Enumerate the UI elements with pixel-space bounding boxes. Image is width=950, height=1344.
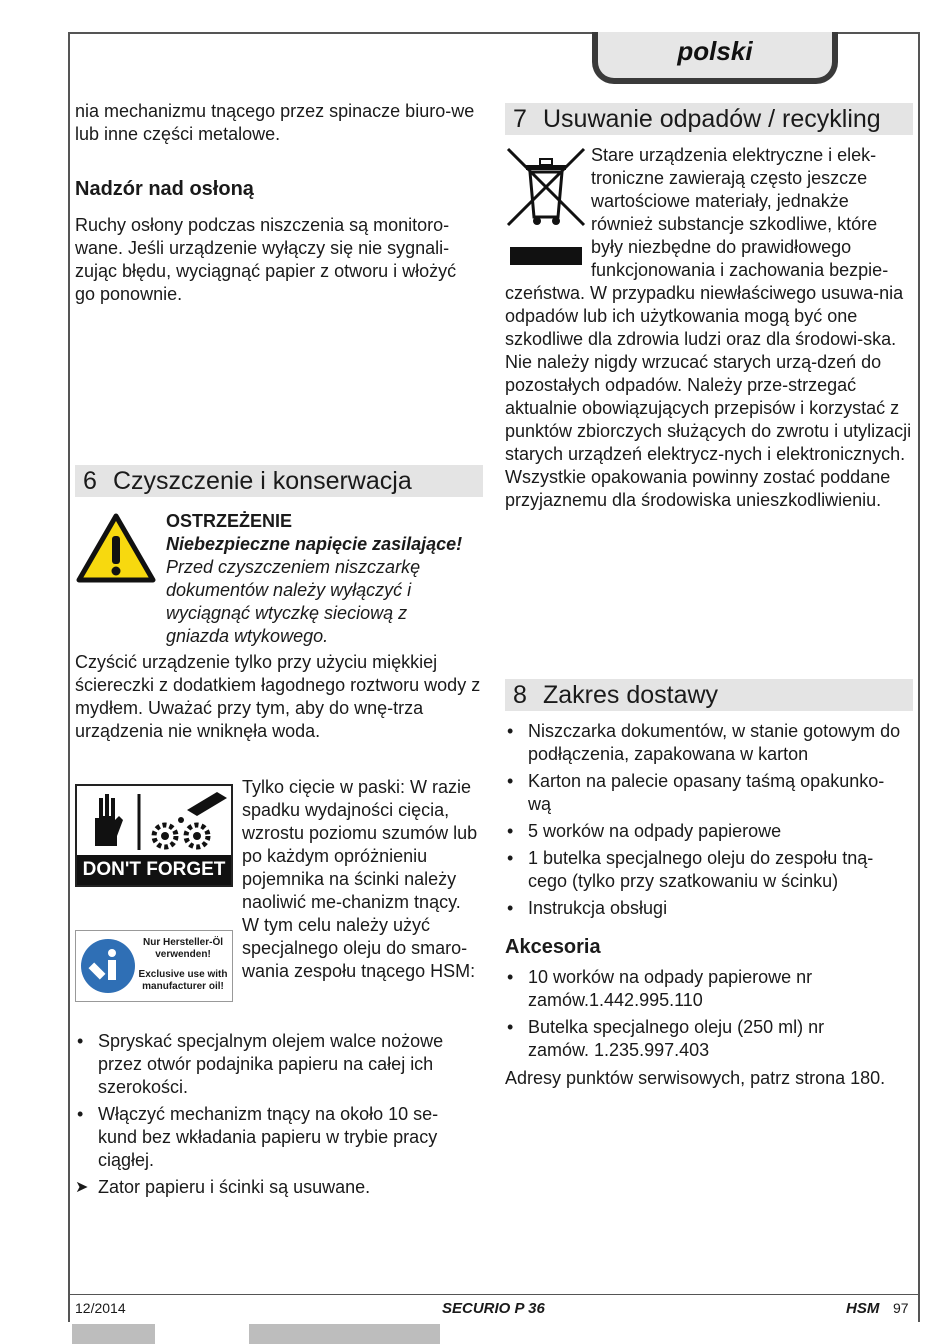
list-item: • Karton na palecie opasany taśmą opakunko-wą (505, 770, 907, 816)
footer-divider (68, 1294, 920, 1295)
bottom-bar-left (72, 1324, 155, 1344)
oil-label-en: Exclusive use with manufacturer oil! (138, 969, 228, 992)
accessories-list (505, 966, 835, 1066)
list-item: • Włączyć mechanizm tnący na około 10 se-kund bez wkładania papieru w trybie pracy ciągłej. (75, 1103, 470, 1172)
section-7-title: Usuwanie odpadów / recykling (543, 105, 881, 133)
footer-brand-logo: HSM (846, 1300, 880, 1317)
language-label: polski (677, 36, 753, 66)
intro-text: nia mechanizmu tnącego przez spinacze biuro-we lub inne części metalowe. (75, 101, 475, 144)
crossed-bin-icon (504, 145, 588, 269)
list-item: • Butelka specjalnego oleju (250 ml) nr zamów. 1.235.997.403 (505, 1016, 835, 1062)
result-item: ➤ Zator papieru i ścinki są usuwane. (75, 1176, 470, 1199)
warning-box (166, 510, 486, 648)
dont-forget-pictogram (75, 784, 233, 887)
warning-text: Przed czyszczeniem niszczarkę dokumentów należy wyłączyć i wyciągnąć wtyczkę sieciową z gniazda wtykowego. (166, 557, 421, 646)
cleaning-text: Czyścić urządzenie tylko przy użyciu miękkiej ściereczki z dodatkiem łagodnego roztworu wody z mydłem. Uważać przy tym, aby do wnę-trza urządzenia nie wniknęła woda. (75, 652, 481, 741)
recycle-text-a: Stare urządzenia elektryczne i elek-troniczne zawierają często jeszcze wartościowe materiały, jednakże również substancje szkodliwe, które były niezbędne do prawidłowego funkcjonowania i zachowania bezpie- (591, 145, 889, 280)
list-item: • Instrukcja obsługi (505, 897, 907, 920)
section-7-number: 7 (513, 105, 527, 133)
oil-steps-list (75, 1030, 470, 1203)
footer-date: 12/2014 (75, 1300, 126, 1316)
oil-label (75, 930, 233, 1002)
language-tab (592, 32, 838, 84)
bottom-bar-right (249, 1324, 440, 1344)
service-text: Adresy punktów serwisowych, patrz strona 180. (505, 1068, 886, 1088)
warning-triangle-icon (76, 512, 156, 584)
warning-title: OSTRZEŻENIE (166, 511, 293, 531)
section-6-number: 6 (83, 467, 97, 495)
section-8-title: Zakres dostawy (543, 681, 719, 709)
delivery-list (505, 720, 907, 924)
warning-subtitle: Niebezpieczne napięcie zasilające! (166, 534, 463, 554)
section-6-heading (75, 465, 483, 497)
list-item: • 5 worków na odpady papierowe (505, 820, 907, 843)
oil-gears-icon (77, 786, 231, 856)
recycle-text-b: czeństwa. W przypadku niewłaściwego usuwa-nia odpadów lub ich użytkowania mogą być one szkodliwe dla zdrowia ludzi oraz dla środowi-ska. Nie należy nigdy wrzucać starych urzą-dzeń do pozostałych odpadów. Należy prze-strzegać aktualnie obowiązujących przepisów i korzystać z punktów zbiorczych służących do zwrotu i utylizacji starych urządzeń elektrycz-nych i elektronicznych. Wszystkie opakowania powinny zostać poddane przyjaznemu dla środowiska unieszkodliwieniu. (505, 283, 912, 510)
accessories-heading: Akcesoria (505, 936, 601, 958)
footer-model: SECURIO P 36 (442, 1300, 545, 1317)
list-item: • Spryskać specjalnym olejem walce nożowe przez otwór podajnika papieru na całej ich szerokości. (75, 1030, 470, 1099)
cover-text: Ruchy osłony podczas niszczenia są monitoro-wane. Jeśli urządzenie wyłączy się nie sygnali-zując błędu, wyciągnąć papier z otworu i włożyć go ponownie. (75, 215, 457, 304)
oil-text: Tylko cięcie w paski: W razie spadku wydajności cięcia, wzrostu poziomu szumów lub po każdym opróżnieniu pojemnika na ścinki należy naoliwić me-chanizm tnący. W tym celu należy użyć specjalnego oleju do smaro-wania zespołu tnącego HSM: (242, 777, 478, 981)
section-8-heading (505, 679, 913, 711)
section-8-number: 8 (513, 681, 527, 709)
hsm-info-icon (79, 937, 137, 995)
section-7-heading (505, 103, 913, 135)
cover-heading: Nadzór nad osłoną (75, 178, 254, 200)
list-item: • 10 worków na odpady papierowe nr zamów.1.442.995.110 (505, 966, 835, 1012)
list-item: • Niszczarka dokumentów, w stanie gotowym do podłączenia, zapakowana w karton (505, 720, 907, 766)
list-item: • 1 butelka specjalnego oleju do zespołu tną-cego (tylko przy szatkowaniu w ścinku) (505, 847, 907, 893)
oil-label-de: Nur Hersteller-Öl verwenden! (142, 937, 224, 960)
section-6-title: Czyszczenie i konserwacja (113, 467, 412, 495)
dont-forget-label: DON'T FORGET (77, 855, 231, 885)
footer-page-number: 97 (893, 1300, 909, 1316)
